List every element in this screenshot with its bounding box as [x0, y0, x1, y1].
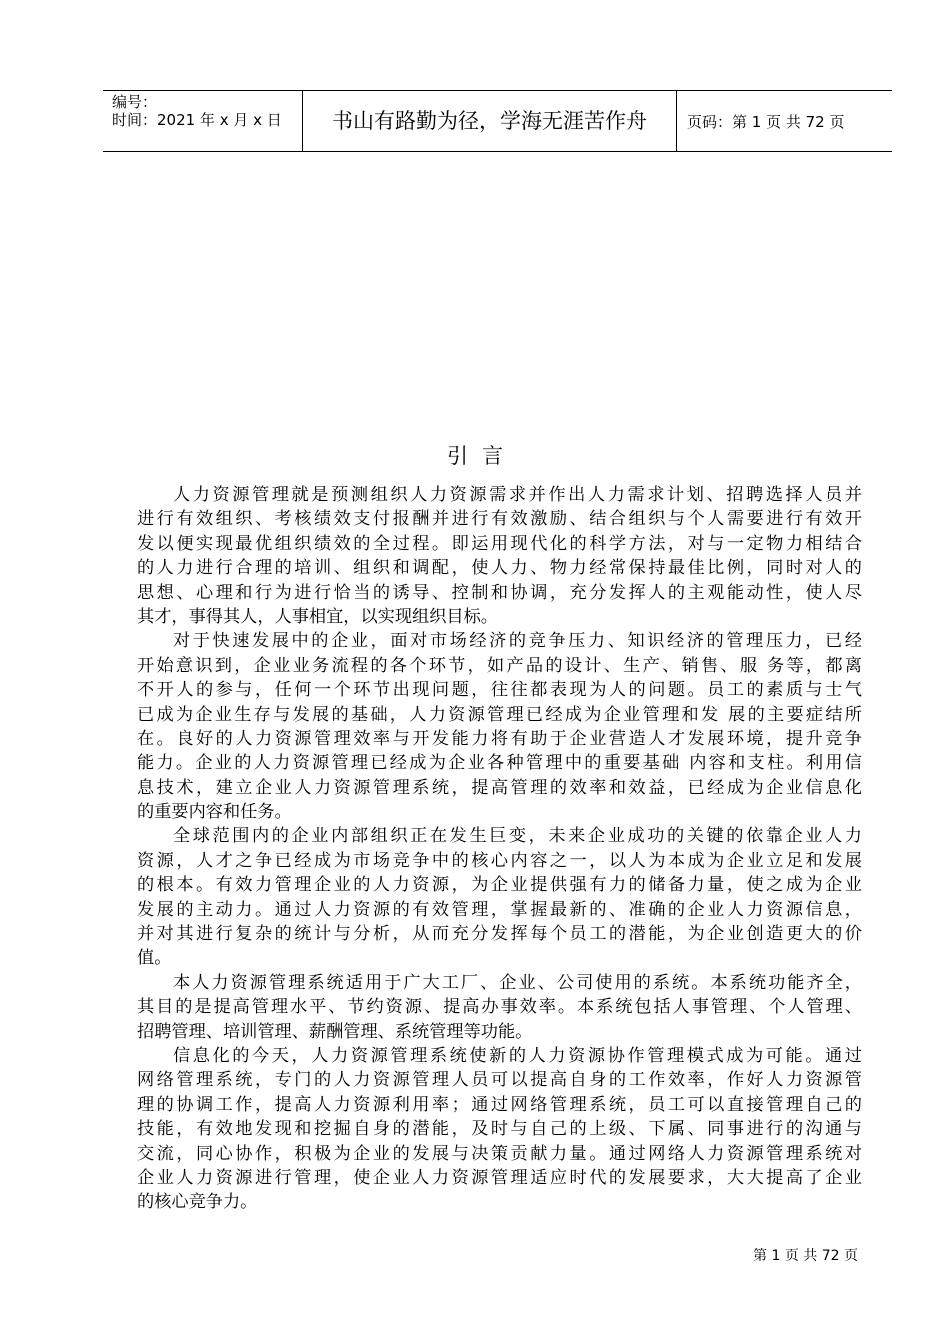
text-line: 进行有效组织、考核绩效支付报酬并进行有效激励、结合组织与个人需要进行有效开 — [137, 509, 862, 530]
document-time-label: 时间：2021 年 x 月 x 日 — [112, 111, 282, 129]
text-line: 信息化的今天，人力资源管理系统使新的人力资源协作管理模式成为可能。通过 — [173, 1045, 862, 1066]
text-line: 值。 — [137, 948, 172, 969]
text-line: 已成为企业生存与发展的基础，人力资源管理已经成为企业管理和发 展的主要症结所 — [137, 704, 862, 725]
text-line: 资源，人才之争已经成为市场竞争中的核心内容之一，以人为本成为企业立足和发展 — [137, 850, 862, 871]
paragraph-3 — [137, 824, 862, 970]
text-line: 的人力进行合理的培训、组织和调配，使人力、物力经常保持最佳比例，同时对人的 — [137, 558, 862, 579]
page-footer: 第 1 页 共 72 页 — [753, 1248, 858, 1264]
header-page-code: 页码：第 1 页 共 72 页 — [687, 113, 845, 131]
text-line: 息技术，建立企业人力资源管理系统，提高管理的效率和效益，已经成为企业信息化 — [137, 777, 862, 798]
text-line: 思想、心理和行为进行恰当的诱导、控制和协调，充分发挥人的主观能动性，使人尽 — [137, 582, 862, 603]
paragraph-5 — [137, 1044, 862, 1215]
page-header — [103, 90, 892, 152]
text-line: 交流，同心协作，积极为企业的发展与决策贡献力量。通过网络人力资源管理系统对 — [137, 1143, 862, 1164]
header-info-cell — [103, 91, 303, 151]
text-line: 的重要内容和任务。 — [137, 802, 292, 823]
text-line: 开始意识到，企业业务流程的各个环节，如产品的设计、生产、销售、服 务等，都离 — [137, 655, 862, 676]
text-line: 技能，有效地发现和挖掘自身的潜能，及时与自己的上级、下属、同事进行的沟通与 — [137, 1119, 862, 1140]
text-line: 发以便实现最优组织绩效的全过程。即运用现代化的科学方法，对与一定物力相结合 — [137, 533, 862, 554]
text-line: 招聘管理、培训管理、薪酬管理、系统管理等功能。 — [137, 1021, 533, 1042]
text-line: 网络管理系统，专门的人力资源管理人员可以提高自身的工作效率，作好人力资源管 — [137, 1070, 862, 1091]
text-line: 人力资源管理就是预测组织人力资源需求并作出人力需求计划、招聘选择人员并 — [173, 485, 862, 505]
document-body — [137, 483, 862, 1215]
header-motto: 书山有路勤为径，学海无涯苦作舟 — [332, 109, 647, 133]
text-line: 发展的主动力。通过人力资源的有效管理，掌握最新的、准确的企业人力资源信息， — [137, 899, 862, 920]
text-line: 能力。企业的人力资源管理已经成为企业各种管理中的重要基础 内容和支柱。利用信 — [137, 753, 862, 774]
text-line: 对于快速发展中的企业，面对市场经济的竞争压力、知识经济的管理压力，已经 — [173, 631, 862, 652]
text-line: 全球范围内的企业内部组织正在发生巨变，未来企业成功的关键的依靠企业人力 — [173, 826, 862, 847]
header-motto-cell — [303, 91, 677, 151]
document-number-label: 编号： — [112, 93, 158, 111]
text-line: 并对其进行复杂的统计与分析，从而充分发挥每个员工的潜能，为企业创造更大的价 — [137, 924, 862, 945]
text-line: 其才，事得其人，人事相宜，以实现组织目标。 — [137, 606, 498, 627]
text-line: 的根本。有效力管理企业的人力资源，为企业提供强有力的储备力量，使之成为企业 — [137, 875, 862, 896]
text-line: 理的协调工作，提高人力资源利用率；通过网络管理系统，员工可以直接管理自己的 — [137, 1094, 862, 1115]
header-page-cell — [677, 91, 892, 151]
text-line: 本人力资源管理系统适用于广大工厂、企业、公司使用的系统。本系统功能齐全， — [173, 972, 862, 993]
paragraph-2 — [137, 629, 862, 824]
paragraph-1 — [137, 483, 862, 629]
text-line: 企业人力资源进行管理，使企业人力资源管理适应时代的发展要求，大大提高了企业 — [137, 1167, 862, 1188]
paragraph-4 — [137, 971, 862, 1044]
text-line: 的核心竞争力。 — [137, 1192, 258, 1213]
text-line: 在。良好的人力资源管理效率与开发能力将有助于企业营造人才发展环境，提升竞争 — [137, 728, 862, 749]
text-line: 其目的是提高管理水平、节约资源、提高办事效率。本系统包括人事管理、个人管理、 — [137, 997, 862, 1018]
text-line: 不开人的参与，任何一个环节出现问题，往往都表现为人的问题。员工的素质与士气 — [137, 680, 862, 701]
section-title: 引言 — [447, 444, 517, 468]
